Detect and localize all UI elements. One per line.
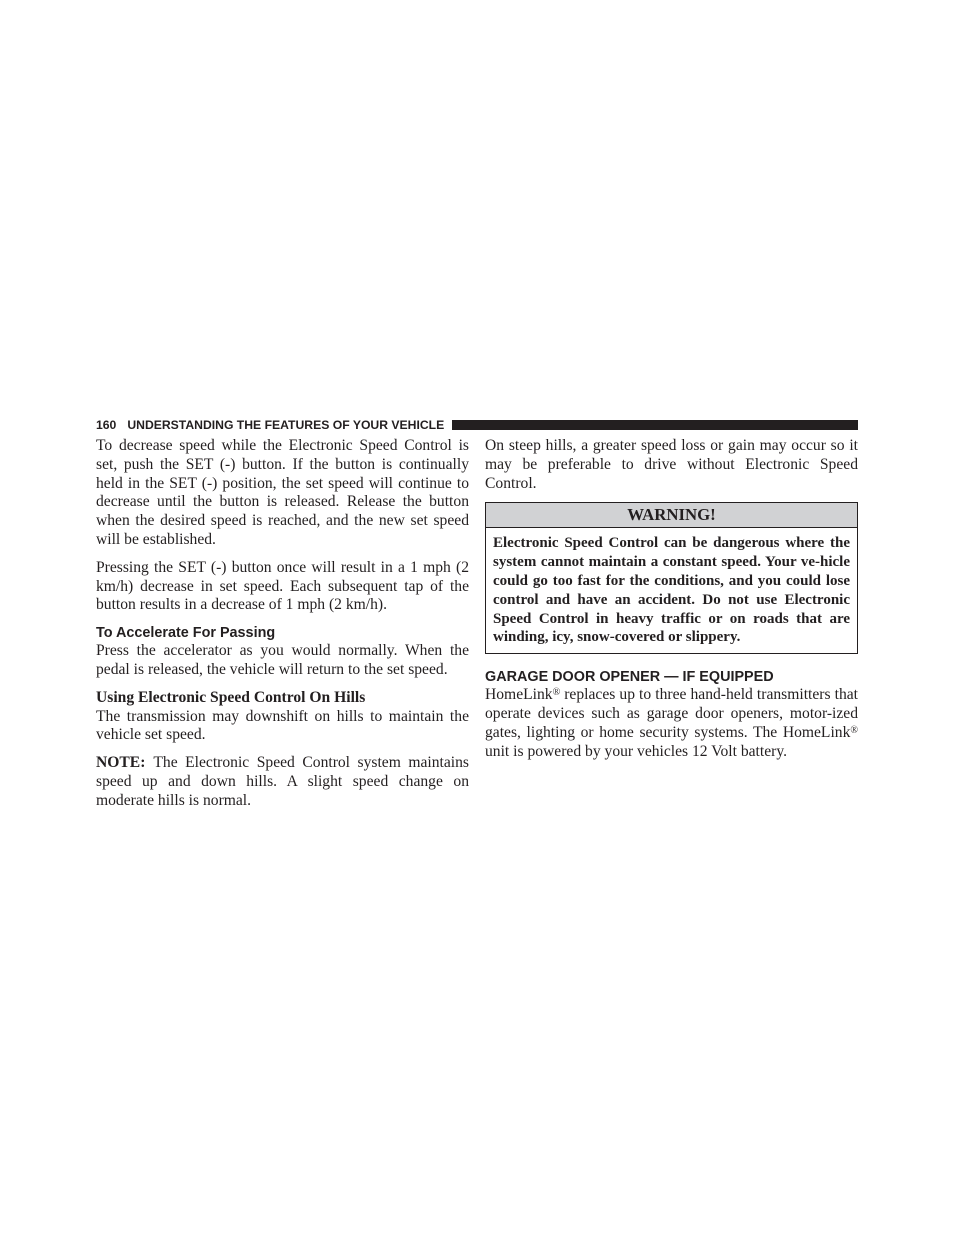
paragraph-accelerate: Press the accelerator as you would normally. When the pedal is released, the vehicle will return to the set speed.: [96, 642, 469, 678]
note-label: NOTE:: [96, 754, 146, 772]
section-title: UNDERSTANDING THE FEATURES OF YOUR VEHICLE: [127, 418, 445, 432]
homelink-text-1: replaces up to three hand-held transmitters that operate devices such as garage door openers, motor-ized gates, lighting or home security systems. The: [485, 686, 858, 741]
registered-mark-2: ®: [850, 724, 858, 736]
homelink-term: HomeLink: [485, 686, 553, 704]
registered-mark: ®: [552, 687, 561, 699]
heading-accelerate-passing: To Accelerate For Passing: [96, 625, 276, 642]
warning-box: [485, 502, 858, 654]
note-paragraph: [96, 754, 469, 810]
heading-speed-control-hills: Using Electronic Speed Control On Hills: [96, 688, 366, 706]
paragraph-homelink: [485, 686, 858, 761]
left-column: [96, 437, 469, 820]
warning-text: Electronic Speed Control can be dangerous where the system cannot maintain a constant speed. Your ve-hicle could go too fast for the conditions, and you could lose control and have an accident. Do not use Electronic Speed Control in heavy traffic or on roads that are winding, icy, snow-covered or slippery.: [493, 535, 850, 646]
right-column: [485, 437, 858, 770]
homelink-term-2: HomeLink: [782, 723, 851, 741]
paragraph-decrease-speed: To decrease speed while the Electronic Speed Control is set, push the SET (-) button. If the button is continually held in the SET (-) position, the set speed will continue to decrease until the button is released. Release the button when the desired speed is reached, and the new set speed will be established.: [96, 437, 469, 548]
paragraph-steep-hills: On steep hills, a greater speed loss or gain may occur so it may be preferable to drive without Electronic Speed Control.: [485, 437, 858, 492]
paragraph-set-button-tap: Pressing the SET (-) button once will result in a 1 mph (2 km/h) decrease in set speed. Each subsequent tap of the button results in a decrease of 1 mph (2 km/h).: [96, 558, 469, 614]
warning-title: WARNING!: [486, 503, 857, 528]
paragraph-hills: The transmission may downshift on hills to maintain the vehicle set speed.: [96, 707, 469, 744]
heading-garage-door-opener: GARAGE DOOR OPENER — IF EQUIPPED: [485, 669, 774, 686]
header-rule: [452, 420, 858, 430]
page-header: [96, 416, 858, 434]
homelink-text-2: unit is powered by your vehicles 12 Volt battery.: [485, 742, 788, 760]
page-number: 160: [96, 418, 117, 432]
note-text: The Electronic Speed Control system maintains speed up and down hills. A slight speed change on moderate hills is normal.: [96, 754, 469, 809]
